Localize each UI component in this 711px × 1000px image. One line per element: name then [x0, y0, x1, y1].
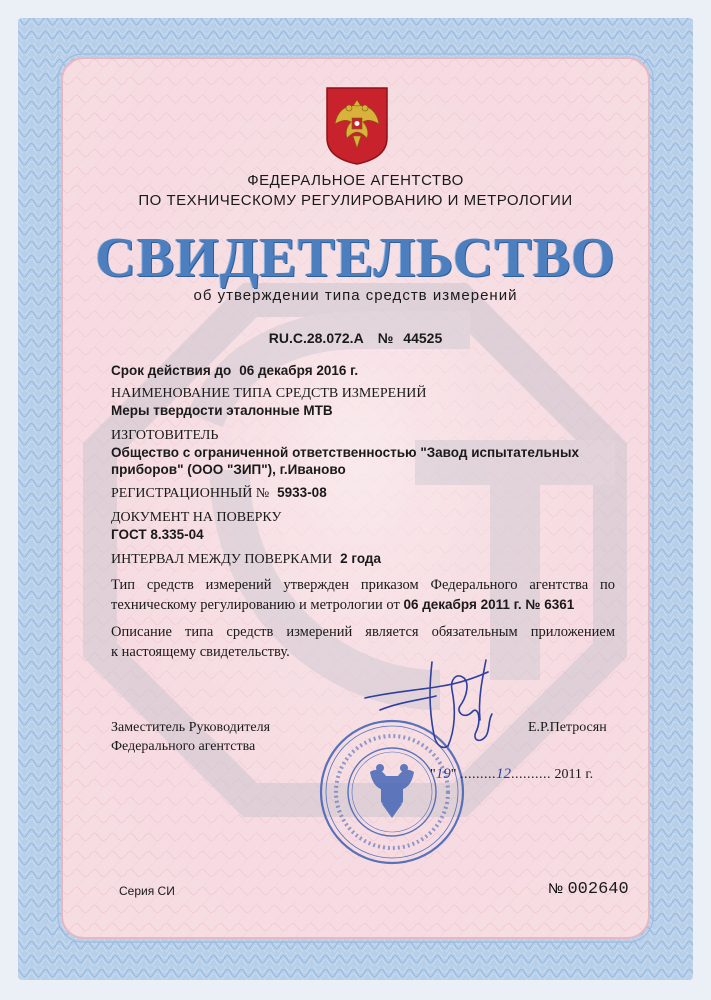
description-line2: к настоящему свидетельству. [111, 644, 290, 660]
manufacturer-line1: Общество с ограниченной ответственностью "Завод испытательных [111, 445, 579, 460]
signatory-position [111, 718, 270, 756]
series-label: Серия СИ [119, 884, 175, 898]
coat-of-arms-icon [325, 86, 389, 166]
instrument-type-label: НАИМЕНОВАНИЕ ТИПА СРЕДСТВ ИЗМЕРЕНИЙ [111, 386, 427, 401]
signatory-name: Е.Р.Петросян [528, 720, 607, 735]
interval-value: 2 года [340, 551, 382, 566]
serial-number-sign: № [548, 880, 564, 896]
number-sign: № [377, 330, 394, 346]
interval-label: ИНТЕРВАЛ МЕЖДУ ПОВЕРКАМИ [111, 552, 333, 567]
instrument-type-value: Меры твердости эталонные МТВ [111, 403, 333, 418]
manufacturer-line2: приборов" (ООО "ЗИП"), г.Иваново [111, 462, 346, 477]
registration-number [0, 330, 711, 346]
description-line1: Описание типа средств измерений является обязательным приложением [111, 624, 615, 640]
signatory-position-line2: Федерального агентства [111, 739, 256, 754]
serial-number-value: 002640 [567, 880, 629, 899]
approval-line1: Тип средств измерений утвержден приказом Федерального агентства по [111, 577, 615, 593]
registration-code: RU.C.28.072.A [268, 330, 364, 346]
issue-date-line: "19" .........12.......... 2011 г. [430, 766, 594, 782]
verification-doc-value: ГОСТ 8.335-04 [111, 527, 204, 542]
approval-line2 [111, 595, 615, 615]
issue-month: 12 [495, 766, 511, 782]
registry-row [111, 484, 327, 502]
registration-number-value: 44525 [403, 330, 443, 346]
manufacturer-label: ИЗГОТОВИТЕЛЬ [111, 428, 219, 443]
handwritten-signature [360, 650, 510, 765]
serial-number [548, 880, 629, 899]
issue-year: 2011 г. [554, 767, 594, 782]
certificate-title: СВИДЕТЕЛЬСТВО [95, 227, 616, 289]
validity-label: Срок действия до [111, 363, 232, 378]
registry-label: РЕГИСТРАЦИОННЫЙ № [111, 486, 270, 501]
agency-name-line1: ФЕДЕРАЛЬНОЕ АГЕНТСТВО [247, 172, 464, 189]
agency-name-line2: ПО ТЕХНИЧЕСКОМУ РЕГУЛИРОВАНИЮ И МЕТРОЛОГИИ [138, 192, 573, 209]
interval-row [111, 550, 381, 568]
approval-line2-prefix: техническому регулированию и метрологии от [111, 597, 400, 613]
approval-order-date: 06 декабря 2011 г. № 6361 [403, 597, 575, 612]
certificate-subtitle: об утверждении типа средств измерений [193, 287, 518, 304]
registry-value: 5933-08 [277, 485, 327, 500]
signatory-position-line1: Заместитель Руководителя [111, 720, 271, 735]
validity-date: 06 декабря 2016 г. [239, 363, 359, 378]
verification-doc-label: ДОКУМЕНТ НА ПОВЕРКУ [111, 510, 282, 525]
validity-row [111, 362, 358, 378]
issue-day: 19 [435, 766, 451, 782]
